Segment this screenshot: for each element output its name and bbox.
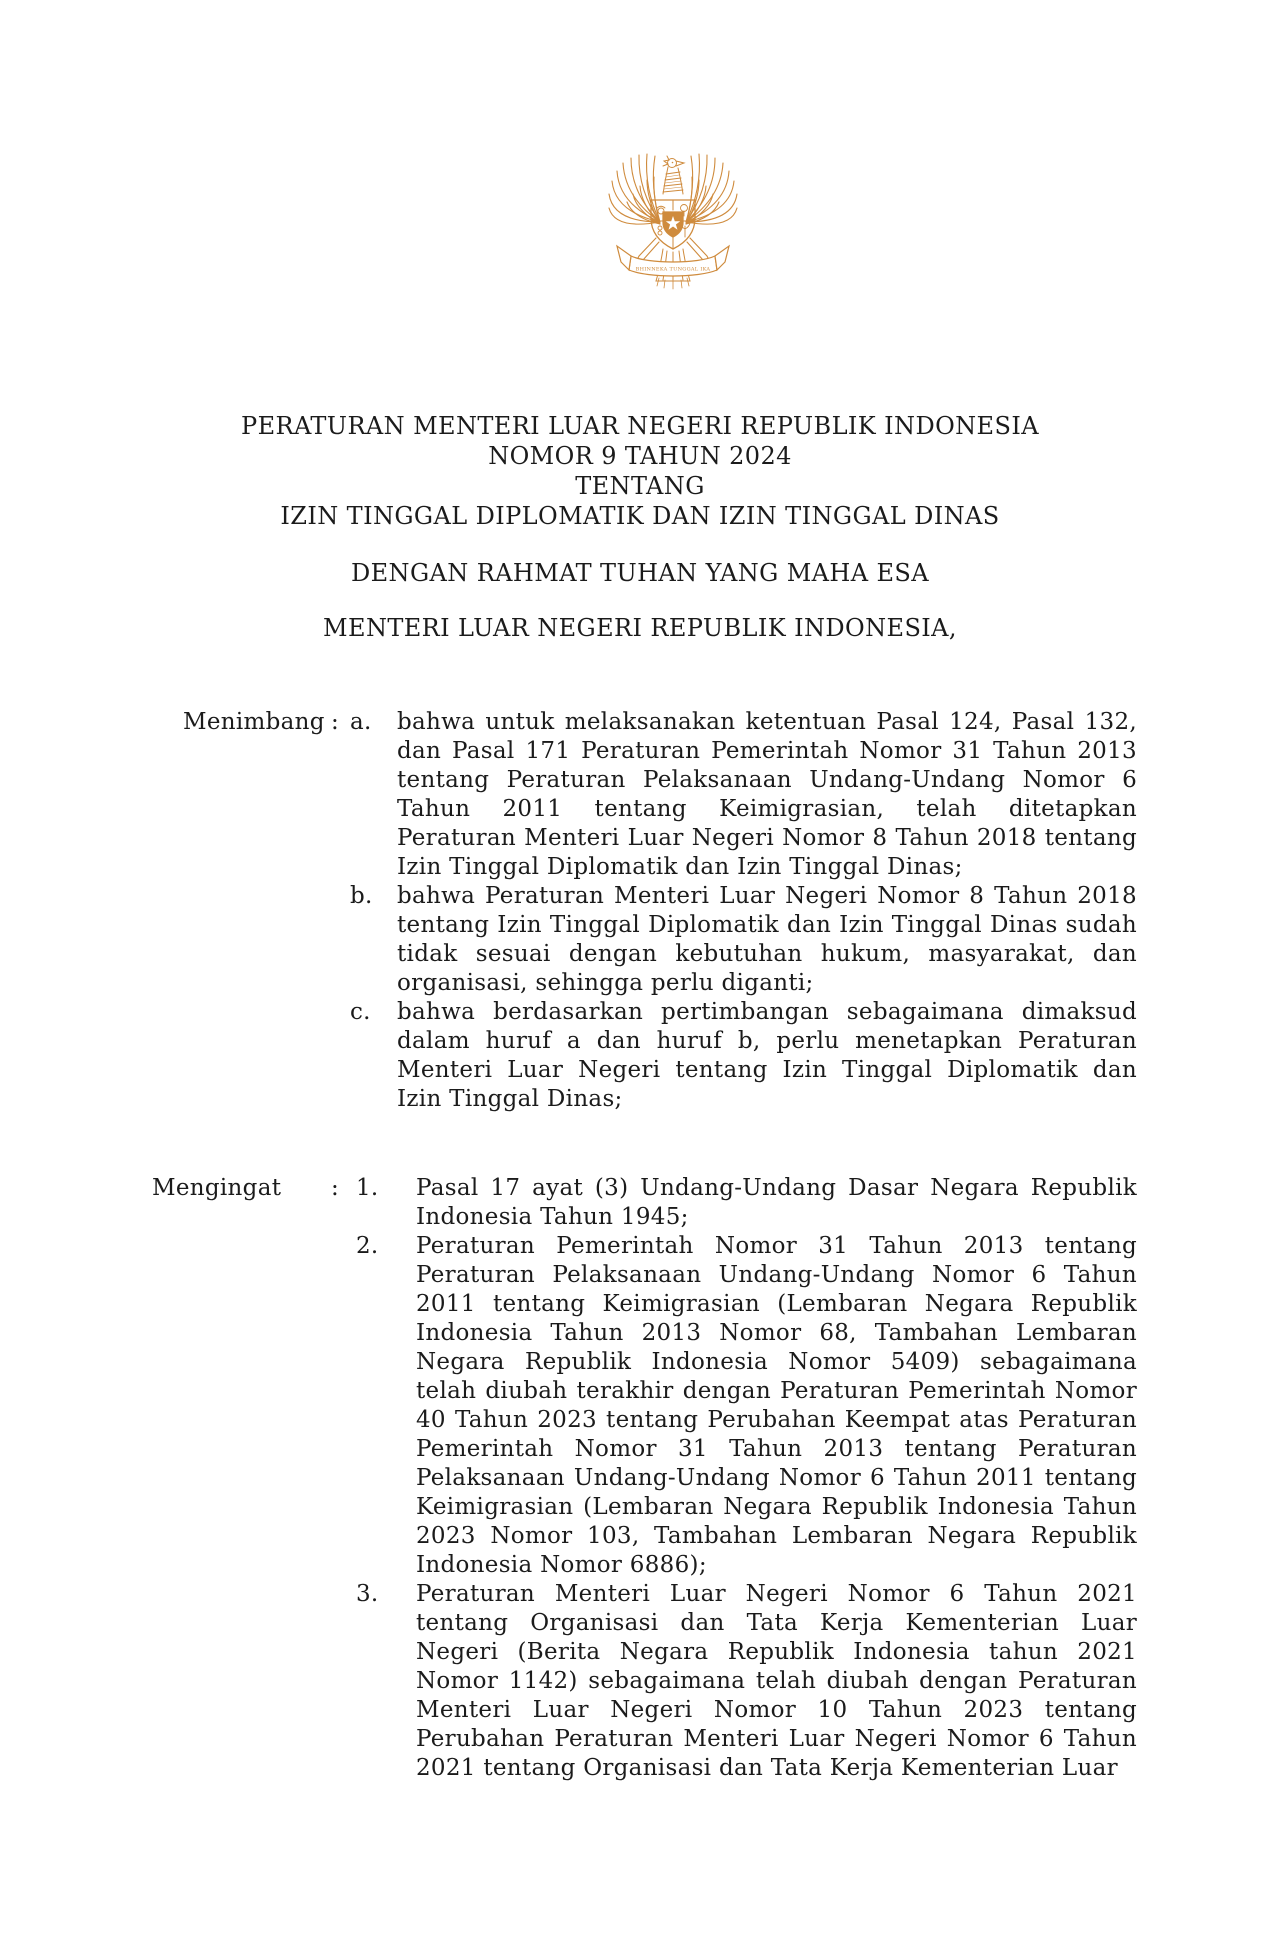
title-line-2: NOMOR 9 TAHUN 2024	[488, 442, 792, 470]
item-marker: a.	[350, 709, 372, 735]
item-marker: 3.	[356, 1581, 379, 1607]
motto-text: BHINNEKA TUNGGAL IKA	[635, 266, 711, 273]
title-line-1: PERATURAN MENTERI LUAR NEGERI REPUBLIK INDONESIA	[241, 412, 1039, 440]
item-text: bahwa untuk melaksanakan ketentuan Pasal 124, Pasal 132, dan Pasal 171 Peraturan Pemerintah Nomor 31 Tahun 2013 tentang Peraturan Pelaksanaan Undang-Undang Nomor 6 Tahun 2011 tentang Keimigrasian, telah ditetapkan Peraturan Menteri Luar Negeri Nomor 8 Tahun 2018 tentang Izin Tinggal Diplomatik dan Izin Tinggal Dinas;	[397, 709, 1137, 880]
menimbang-item-a	[145, 708, 1137, 882]
menimbang-label: Menimbang	[183, 709, 325, 735]
authority-line: MENTERI LUAR NEGERI REPUBLIK INDONESIA,	[323, 614, 957, 642]
mengingat-section	[145, 1174, 1137, 1783]
menimbang-item-c	[145, 998, 1137, 1114]
item-text: bahwa berdasarkan pertimbangan sebagaimana dimaksud dalam huruf a dan huruf b, perlu menetapkan Peraturan Menteri Luar Negeri tentang Izin Tinggal Diplomatik dan Izin Tinggal Dinas;	[397, 999, 1137, 1112]
menimbang-section	[145, 708, 1137, 1114]
invocation-line: DENGAN RAHMAT TUHAN YANG MAHA ESA	[351, 559, 929, 587]
head	[663, 156, 684, 194]
title-line-3: TENTANG	[575, 472, 705, 500]
item-text: bahwa Peraturan Menteri Luar Negeri Nomor 8 Tahun 2018 tentang Izin Tinggal Diplomatik dan Izin Tinggal Dinas sudah tidak sesuai dengan kebutuhan hukum, masyarakat, dan organisasi, sehingga perlu diganti;	[397, 883, 1137, 996]
menimbang-item-b	[145, 882, 1137, 998]
mengingat-colon: :	[331, 1175, 340, 1201]
item-marker: b.	[350, 883, 373, 909]
garuda-icon	[603, 150, 743, 298]
garuda-pancasila-emblem	[603, 150, 743, 298]
item-text: Pasal 17 ayat (3) Undang-Undang Dasar Negara Republik Indonesia Tahun 1945;	[416, 1175, 1137, 1230]
mengingat-label: Mengingat	[152, 1175, 282, 1201]
item-text: Peraturan Pemerintah Nomor 31 Tahun 2013 tentang Peraturan Pelaksanaan Undang-Undang Nomor 6 Tahun 2011 tentang Keimigrasian (Lembaran Negara Republik Indonesia Tahun 2013 Nomor 68, Tambahan Lembaran Negara Republik Indonesia Nomor 5409) sebagaimana telah diubah terakhir dengan Peraturan Pemerintah Nomor 40 Tahun 2023 tentang Perubahan Keempat atas Peraturan Pemerintah Nomor 31 Tahun 2013 tentang Peraturan Pelaksanaan Undang-Undang Nomor 6 Tahun 2011 tentang Keimigrasian (Lembaran Negara Republik Indonesia Tahun 2023 Nomor 103, Tambahan Lembaran Negara Republik Indonesia Nomor 6886);	[416, 1233, 1137, 1578]
menimbang-colon: :	[331, 709, 340, 735]
item-marker: 2.	[356, 1233, 379, 1259]
title-line-4: IZIN TINGGAL DIPLOMATIK DAN IZIN TINGGAL DINAS	[280, 502, 1000, 530]
mengingat-item-2	[145, 1232, 1137, 1580]
left-wing	[609, 154, 660, 224]
item-marker: c.	[350, 999, 371, 1025]
mengingat-item-3	[145, 1580, 1137, 1783]
shield	[651, 200, 695, 249]
mengingat-item-1	[145, 1174, 1137, 1232]
right-wing	[686, 154, 737, 224]
document-title	[145, 411, 1135, 531]
item-marker: 1.	[356, 1175, 379, 1201]
item-text: Peraturan Menteri Luar Negeri Nomor 6 Tahun 2021 tentang Organisasi dan Tata Kerja Kementerian Luar Negeri (Berita Negara Republik Indonesia tahun 2021 Nomor 1142) sebagaimana telah diubah dengan Peraturan Menteri Luar Negeri Nomor 10 Tahun 2023 tentang Perubahan Peraturan Menteri Luar Negeri Nomor 6 Tahun 2021 tentang Organisasi dan Tata Kerja Kementerian Luar	[416, 1581, 1137, 1781]
